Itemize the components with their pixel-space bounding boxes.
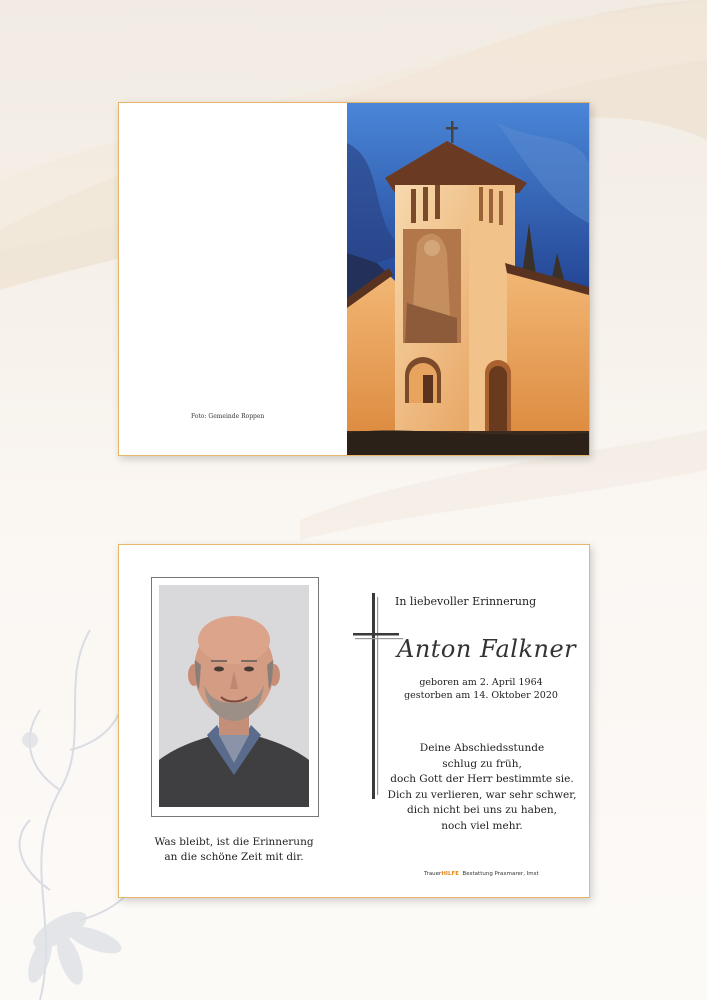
church-illustration xyxy=(347,103,589,455)
funeral-company: Bestattung Praxmarer, Imst xyxy=(462,871,539,877)
portrait-photo xyxy=(159,585,309,807)
deceased-name: Anton Falkner xyxy=(397,635,577,663)
back-card xyxy=(118,544,590,898)
poem-line: doch Gott der Herr bestimmte sie. xyxy=(390,773,574,785)
poem-line: Dich zu verlieren, war sehr schwer, xyxy=(387,788,577,801)
poem-line: Deine Abschiedsstunde xyxy=(419,742,545,754)
birth-date: geboren am 2. April 1964 xyxy=(419,677,543,688)
memorial-poem xyxy=(387,741,577,834)
brand-logo-part2: HILFE xyxy=(441,871,459,877)
front-card xyxy=(118,102,590,456)
photo-credit: Foto: Gemeinde Roppen xyxy=(191,413,265,420)
quote-line: an die schöne Zeit mit dir. xyxy=(164,851,304,863)
footer-brand xyxy=(424,871,539,877)
church-photo xyxy=(347,103,589,455)
portrait-illustration xyxy=(159,585,309,807)
quote-line: Was bleibt, ist die Erinnerung xyxy=(154,836,314,848)
life-dates xyxy=(401,676,561,702)
poem-line: noch viel mehr. xyxy=(441,819,523,832)
memorial-quote xyxy=(149,835,319,865)
brand-logo-part1: Trauer xyxy=(424,871,442,877)
memorial-heading: In liebevoller Erinnerung xyxy=(395,595,537,608)
poem-line: schlug zu früh, xyxy=(442,757,522,770)
portrait-frame xyxy=(151,577,319,817)
death-date: gestorben am 14. Oktober 2020 xyxy=(404,690,558,701)
poem-line: dich nicht bei uns zu haben, xyxy=(407,804,557,816)
